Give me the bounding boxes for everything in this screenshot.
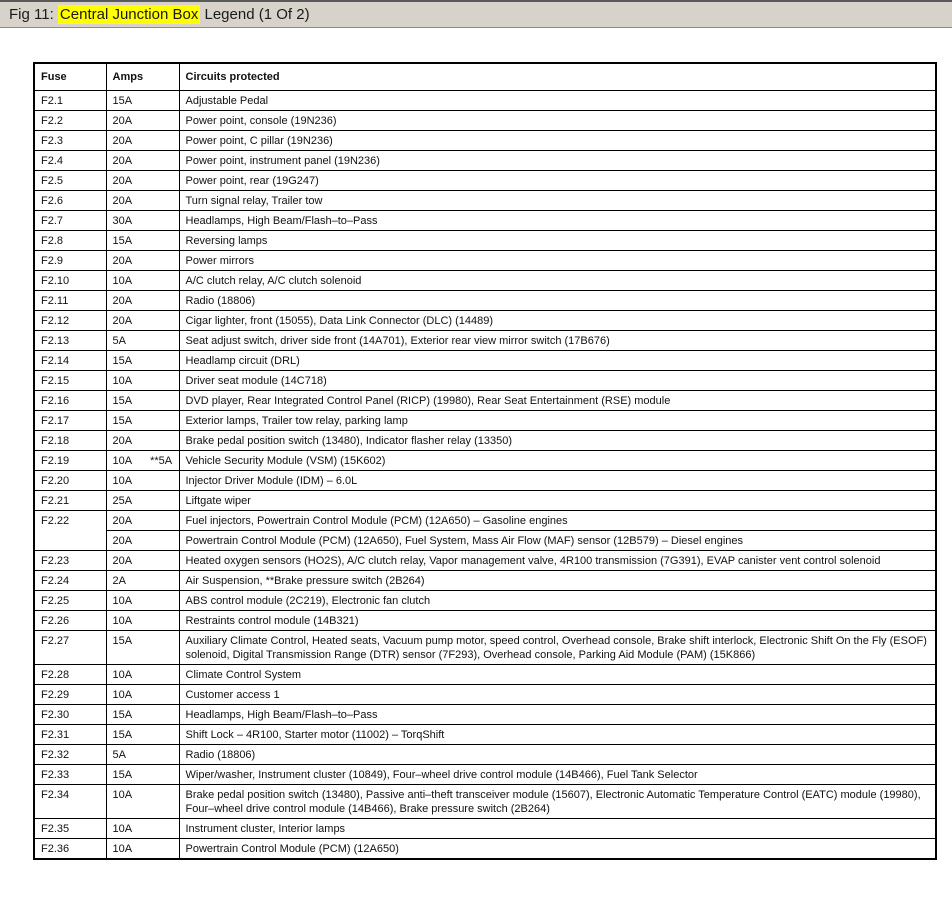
fuse-cell: F2.5 bbox=[34, 170, 106, 190]
fuse-cell: F2.6 bbox=[34, 190, 106, 210]
circuits-cell: A/C clutch relay, A/C clutch solenoid bbox=[179, 270, 936, 290]
circuits-cell: Headlamps, High Beam/Flash–to–Pass bbox=[179, 704, 936, 724]
table-row bbox=[34, 744, 936, 764]
fuse-cell: F2.29 bbox=[34, 684, 106, 704]
circuits-cell: Injector Driver Module (IDM) – 6.0L bbox=[179, 470, 936, 490]
amps-cell: 10A bbox=[106, 610, 179, 630]
amps-cell: 20A bbox=[106, 110, 179, 130]
figure-title-highlight: Central Junction Box bbox=[59, 6, 199, 23]
fuse-cell: F2.28 bbox=[34, 664, 106, 684]
fuse-cell: F2.32 bbox=[34, 744, 106, 764]
table-row bbox=[34, 490, 936, 510]
amps-cell: 30A bbox=[106, 210, 179, 230]
amps-cell: 5A bbox=[106, 330, 179, 350]
document-page bbox=[0, 28, 952, 860]
fuse-cell: F2.24 bbox=[34, 570, 106, 590]
fuse-cell: F2.10 bbox=[34, 270, 106, 290]
table-row bbox=[34, 250, 936, 270]
circuits-cell: Adjustable Pedal bbox=[179, 90, 936, 110]
table-header bbox=[34, 63, 936, 90]
fuse-cell: F2.11 bbox=[34, 290, 106, 310]
table-row bbox=[34, 110, 936, 130]
amps-cell: 15A bbox=[106, 724, 179, 744]
table-row bbox=[34, 510, 936, 530]
figure-title-suffix: Legend (1 Of 2) bbox=[200, 6, 310, 23]
table-row bbox=[34, 450, 936, 470]
circuits-cell: DVD player, Rear Integrated Control Panel (RICP) (19980), Rear Seat Entertainment (RSE) module bbox=[179, 390, 936, 410]
fuse-cell: F2.36 bbox=[34, 838, 106, 859]
circuits-cell: Climate Control System bbox=[179, 664, 936, 684]
amps-cell: 20A bbox=[106, 310, 179, 330]
fuse-cell: F2.2 bbox=[34, 110, 106, 130]
fuse-cell: F2.13 bbox=[34, 330, 106, 350]
circuits-cell: Auxiliary Climate Control, Heated seats, Vacuum pump motor, speed control, Overhead console, Brake shift interlock, Electronic Shift On the Fly (ESOF) solenoid, Digital Transmission Range (DTR) sensor (7F293), Overhead console, Parking Aid Module (PAM) (15K866) bbox=[179, 630, 936, 664]
table-row bbox=[34, 530, 936, 550]
table-row bbox=[34, 150, 936, 170]
amps-cell: 20A bbox=[106, 250, 179, 270]
amps-cell: 15A bbox=[106, 630, 179, 664]
fuse-cell: F2.34 bbox=[34, 784, 106, 818]
amps-cell: 10A bbox=[106, 684, 179, 704]
amps-cell: 20A bbox=[106, 430, 179, 450]
circuits-cell: Power point, instrument panel (19N236) bbox=[179, 150, 936, 170]
table-row bbox=[34, 610, 936, 630]
circuits-cell: Wiper/washer, Instrument cluster (10849), Four–wheel drive control module (14B466), Fuel Tank Selector bbox=[179, 764, 936, 784]
table-row bbox=[34, 370, 936, 390]
fuse-cell: F2.1 bbox=[34, 90, 106, 110]
circuits-cell: Heated oxygen sensors (HO2S), A/C clutch relay, Vapor management valve, 4R100 transmission (7G391), EVAP canister vent control solenoid bbox=[179, 550, 936, 570]
amps-cell: 15A bbox=[106, 350, 179, 370]
table-row bbox=[34, 170, 936, 190]
fuse-cell: F2.8 bbox=[34, 230, 106, 250]
amps-cell: 15A bbox=[106, 410, 179, 430]
amps-cell: 10A bbox=[106, 370, 179, 390]
circuits-cell: Vehicle Security Module (VSM) (15K602) bbox=[179, 450, 936, 470]
table-row bbox=[34, 838, 936, 859]
table-row bbox=[34, 230, 936, 250]
amps-cell: 10A bbox=[106, 818, 179, 838]
fuse-table-body bbox=[34, 90, 936, 859]
circuits-cell: Air Suspension, **Brake pressure switch (2B264) bbox=[179, 570, 936, 590]
table-row bbox=[34, 310, 936, 330]
fuse-cell: F2.4 bbox=[34, 150, 106, 170]
table-row bbox=[34, 590, 936, 610]
circuits-cell: Turn signal relay, Trailer tow bbox=[179, 190, 936, 210]
circuits-cell: Headlamp circuit (DRL) bbox=[179, 350, 936, 370]
amps-cell: 20A bbox=[106, 130, 179, 150]
figure-title-bar bbox=[0, 0, 952, 28]
fuse-cell: F2.9 bbox=[34, 250, 106, 270]
amps-cell: 15A bbox=[106, 390, 179, 410]
table-row bbox=[34, 630, 936, 664]
fuse-cell: F2.25 bbox=[34, 590, 106, 610]
fuse-cell: F2.7 bbox=[34, 210, 106, 230]
circuits-cell: Headlamps, High Beam/Flash–to–Pass bbox=[179, 210, 936, 230]
table-row bbox=[34, 290, 936, 310]
circuits-cell: Restraints control module (14B321) bbox=[179, 610, 936, 630]
table-row bbox=[34, 724, 936, 744]
table-row bbox=[34, 470, 936, 490]
fuse-cell: F2.31 bbox=[34, 724, 106, 744]
circuits-cell: Power point, console (19N236) bbox=[179, 110, 936, 130]
circuits-cell: Shift Lock – 4R100, Starter motor (11002) – TorqShift bbox=[179, 724, 936, 744]
circuits-cell: Seat adjust switch, driver side front (14A701), Exterior rear view mirror switch (17B676) bbox=[179, 330, 936, 350]
amps-cell: 20A bbox=[106, 150, 179, 170]
fuse-cell: F2.17 bbox=[34, 410, 106, 430]
circuits-cell: Instrument cluster, Interior lamps bbox=[179, 818, 936, 838]
circuits-cell: Customer access 1 bbox=[179, 684, 936, 704]
amps-cell: 15A bbox=[106, 704, 179, 724]
fuse-cell: F2.15 bbox=[34, 370, 106, 390]
fuse-cell: F2.26 bbox=[34, 610, 106, 630]
fuse-cell: F2.3 bbox=[34, 130, 106, 150]
amps-cell: 2A bbox=[106, 570, 179, 590]
column-header-amps: Amps bbox=[106, 63, 179, 90]
table-row bbox=[34, 390, 936, 410]
table-row bbox=[34, 430, 936, 450]
circuits-cell: Radio (18806) bbox=[179, 290, 936, 310]
column-header-fuse: Fuse bbox=[34, 63, 106, 90]
circuits-cell: Power mirrors bbox=[179, 250, 936, 270]
circuits-cell: Driver seat module (14C718) bbox=[179, 370, 936, 390]
amps-cell: 10A **5A bbox=[106, 450, 179, 470]
circuits-cell: Powertrain Control Module (PCM) (12A650), Fuel System, Mass Air Flow (MAF) sensor (12B579) – Diesel engines bbox=[179, 530, 936, 550]
amps-cell: 10A bbox=[106, 838, 179, 859]
circuits-cell: Radio (18806) bbox=[179, 744, 936, 764]
fuse-cell: F2.27 bbox=[34, 630, 106, 664]
fuse-cell: F2.16 bbox=[34, 390, 106, 410]
circuits-cell: Fuel injectors, Powertrain Control Module (PCM) (12A650) – Gasoline engines bbox=[179, 510, 936, 530]
circuits-cell: Reversing lamps bbox=[179, 230, 936, 250]
table-row bbox=[34, 764, 936, 784]
circuits-cell: ABS control module (2C219), Electronic fan clutch bbox=[179, 590, 936, 610]
figure-title-prefix: Fig 11: bbox=[9, 6, 58, 23]
amps-cell: 20A bbox=[106, 530, 179, 550]
table-row bbox=[34, 90, 936, 110]
amps-cell: 15A bbox=[106, 90, 179, 110]
amps-cell: 20A bbox=[106, 510, 179, 530]
amps-note: **5A bbox=[150, 454, 173, 467]
amps-cell: 5A bbox=[106, 744, 179, 764]
fuse-cell: F2.23 bbox=[34, 550, 106, 570]
circuits-cell: Cigar lighter, front (15055), Data Link Connector (DLC) (14489) bbox=[179, 310, 936, 330]
fuse-cell: F2.35 bbox=[34, 818, 106, 838]
fuse-legend-table bbox=[33, 62, 937, 860]
amps-cell: 15A bbox=[106, 764, 179, 784]
circuits-cell: Powertrain Control Module (PCM) (12A650) bbox=[179, 838, 936, 859]
table-row bbox=[34, 410, 936, 430]
amps-cell: 20A bbox=[106, 190, 179, 210]
fuse-cell: F2.22 bbox=[34, 510, 106, 550]
fuse-cell: F2.21 bbox=[34, 490, 106, 510]
fuse-cell: F2.18 bbox=[34, 430, 106, 450]
fuse-cell: F2.33 bbox=[34, 764, 106, 784]
amps-cell: 20A bbox=[106, 170, 179, 190]
table-row bbox=[34, 130, 936, 150]
amps-cell: 10A bbox=[106, 784, 179, 818]
fuse-cell: F2.19 bbox=[34, 450, 106, 470]
amps-cell: 20A bbox=[106, 550, 179, 570]
fuse-cell: F2.12 bbox=[34, 310, 106, 330]
amps-cell: 25A bbox=[106, 490, 179, 510]
circuits-cell: Power point, C pillar (19N236) bbox=[179, 130, 936, 150]
fuse-cell: F2.30 bbox=[34, 704, 106, 724]
amps-cell: 15A bbox=[106, 230, 179, 250]
amps-cell: 10A bbox=[106, 270, 179, 290]
table-row bbox=[34, 784, 936, 818]
table-row bbox=[34, 684, 936, 704]
table-row bbox=[34, 190, 936, 210]
table-row bbox=[34, 550, 936, 570]
fuse-cell: F2.14 bbox=[34, 350, 106, 370]
circuits-cell: Power point, rear (19G247) bbox=[179, 170, 936, 190]
table-row bbox=[34, 330, 936, 350]
table-row bbox=[34, 350, 936, 370]
table-row bbox=[34, 270, 936, 290]
circuits-cell: Brake pedal position switch (13480), Indicator flasher relay (13350) bbox=[179, 430, 936, 450]
circuits-cell: Brake pedal position switch (13480), Passive anti–theft transceiver module (15607), Electronic Automatic Temperature Control (EATC) module (19980), Four–wheel drive control module (14B466), Brake pressure switch (2B264) bbox=[179, 784, 936, 818]
circuits-cell: Liftgate wiper bbox=[179, 490, 936, 510]
amps-cell: 10A bbox=[106, 590, 179, 610]
amps-cell: 10A bbox=[106, 470, 179, 490]
table-row bbox=[34, 704, 936, 724]
table-row bbox=[34, 818, 936, 838]
table-row bbox=[34, 570, 936, 590]
fuse-cell: F2.20 bbox=[34, 470, 106, 490]
column-header-circuits: Circuits protected bbox=[179, 63, 936, 90]
table-row bbox=[34, 210, 936, 230]
amps-cell: 10A bbox=[106, 664, 179, 684]
table-row bbox=[34, 664, 936, 684]
circuits-cell: Exterior lamps, Trailer tow relay, parking lamp bbox=[179, 410, 936, 430]
table-header-row bbox=[34, 63, 936, 90]
amps-cell: 20A bbox=[106, 290, 179, 310]
